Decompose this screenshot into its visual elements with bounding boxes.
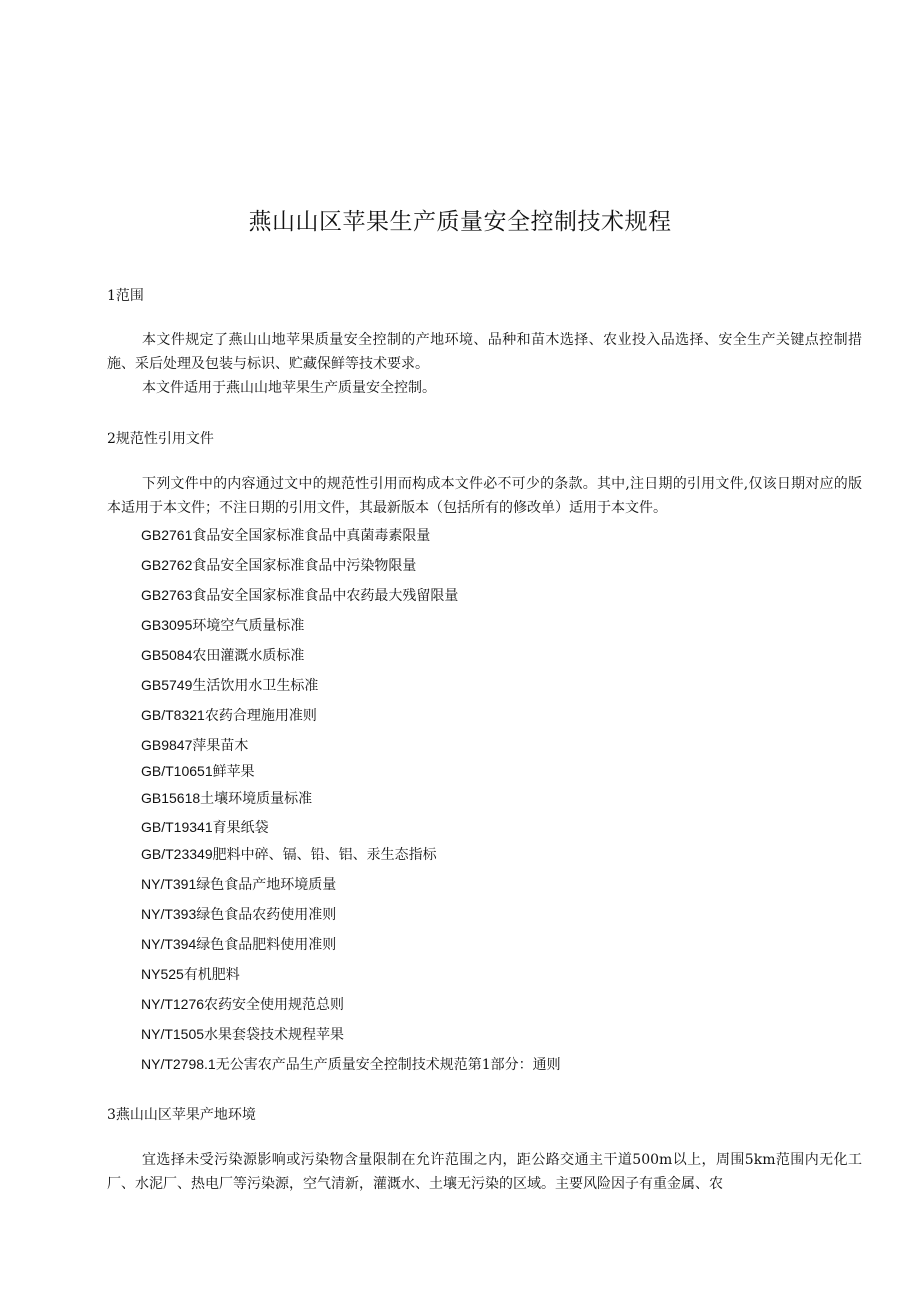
reference-code: GB2761	[141, 527, 193, 543]
reference-item	[141, 844, 437, 864]
reference-code: GB/T8321	[141, 707, 205, 723]
reference-code: GB2763	[141, 587, 193, 603]
reference-code: NY/T1276	[141, 996, 205, 1012]
reference-code: GB9847	[141, 737, 193, 753]
environment-paragraph: 宜选择未受污染源影响或污染物含量限制在允许范围之内，距公路交通主干道500m以上，周围5km范围内无化工厂、水泥厂、热电厂等污染源，空气清新，灌溉水、土壤无污染的区域。主要风险因子有重金属、农	[107, 1152, 862, 1192]
reference-item	[141, 1024, 344, 1044]
reference-name: 绿色食品产地环境质量	[196, 877, 337, 893]
reference-code: GB/T10651	[141, 763, 213, 779]
document-title: 燕山山区苹果生产质量安全控制技术规程	[248, 209, 672, 235]
reference-item	[141, 735, 248, 755]
reference-code: NY/T2798.1	[141, 1056, 216, 1072]
reference-name: 无公害农产品生产质量安全控制技术规范第1部分：通则	[215, 1057, 561, 1073]
reference-item	[141, 904, 336, 924]
reference-code: GB2762	[141, 557, 193, 573]
reference-name: 生活饮用水卫生标准	[192, 678, 319, 694]
reference-name: 农田灌溉水质标准	[192, 648, 305, 664]
reference-code: NY/T1505	[141, 1026, 205, 1042]
reference-name: 环境空气质量标准	[192, 618, 305, 634]
reference-item	[141, 817, 269, 837]
reference-name: 食品安全国家标准食品中污染物限量	[192, 558, 417, 574]
reference-name: 鲜苹果	[212, 764, 255, 780]
section-heading-production-environment: 3燕山山区苹果产地环境	[107, 1107, 256, 1123]
reference-code: GB3095	[141, 617, 193, 633]
scope-paragraph-2: 本文件适用于燕山山地苹果生产质量安全控制。	[142, 380, 436, 396]
reference-name: 食品安全国家标准食品中农药最大残留限量	[192, 588, 459, 604]
reference-item	[141, 1054, 561, 1074]
reference-code: GB5749	[141, 677, 193, 693]
reference-code: GB/T23349	[141, 846, 213, 862]
reference-name: 农药合理施用准则	[204, 708, 317, 724]
reference-item	[141, 615, 304, 635]
reference-name: 萍果苗木	[192, 738, 249, 754]
reference-name: 有机肥料	[183, 967, 240, 983]
reference-name: 水果套袋技术规程苹果	[204, 1027, 345, 1043]
reference-code: GB15618	[141, 790, 201, 806]
section-heading-scope: 1范围	[107, 288, 144, 304]
reference-item	[141, 585, 458, 605]
reference-name: 绿色食品肥料使用准则	[196, 937, 337, 953]
reference-item	[141, 934, 336, 954]
scope-paragraph-1: 本文件规定了燕山山地苹果质量安全控制的产地环境、品种和苗木选择、农业投入品选择、安全生产关键点控制措施、采后处理及包装与标识、贮藏保鲜等技术要求。	[107, 332, 862, 372]
reference-item	[141, 675, 318, 695]
reference-name: 绿色食品农药使用准则	[196, 907, 337, 923]
reference-item	[141, 788, 312, 808]
reference-item	[141, 555, 416, 575]
reference-item	[141, 874, 336, 894]
reference-code: NY/T393	[141, 906, 197, 922]
reference-name: 土壤环境质量标准	[200, 791, 313, 807]
reference-name: 肥料中碎、镉、铅、铝、汞生态指标	[212, 847, 437, 863]
reference-code: GB/T19341	[141, 819, 213, 835]
reference-name: 农药安全使用规范总则	[204, 997, 345, 1013]
reference-item	[141, 994, 344, 1014]
reference-item	[141, 761, 255, 781]
reference-code: NY/T394	[141, 936, 197, 952]
references-intro-paragraph: 下列文件中的内容通过文中的规范性引用而构成本文件必不可少的条款。其中,注日期的引用文件,仅该日期对应的版本适用于本文件；不注日期的引用文件，其最新版本（包括所有的修改单）适用于本文件。	[107, 476, 862, 516]
reference-code: NY/T391	[141, 876, 197, 892]
reference-name: 食品安全国家标准食品中真菌毒素限量	[192, 528, 431, 544]
reference-item	[141, 525, 430, 545]
section-heading-normative-references: 2规范性引用文件	[107, 431, 214, 447]
reference-name: 育果纸袋	[212, 820, 269, 836]
reference-code: NY525	[141, 966, 184, 982]
reference-item	[141, 964, 240, 984]
reference-item	[141, 645, 304, 665]
reference-code: GB5084	[141, 647, 193, 663]
reference-item	[141, 705, 317, 725]
